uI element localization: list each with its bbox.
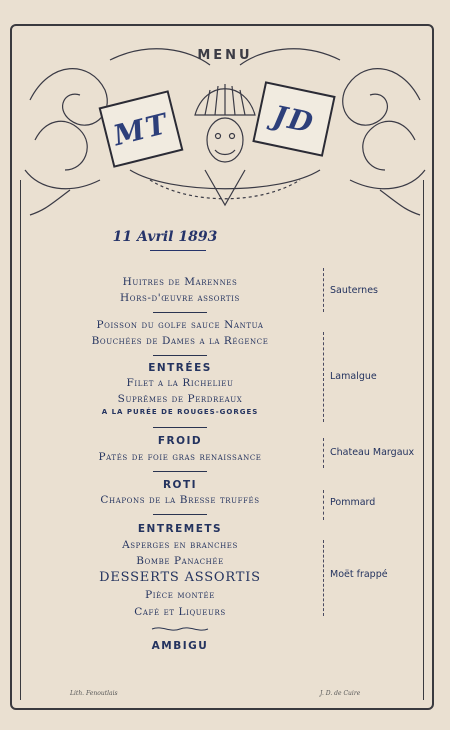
course-line: Bombe Panachée xyxy=(136,555,224,567)
menu-title: MENU xyxy=(197,48,253,63)
wine-bracket xyxy=(323,438,324,468)
course-separator xyxy=(153,427,207,428)
wine-pairing: Chateau Margaux xyxy=(330,447,415,458)
course-line: DESSERTS ASSORTIS xyxy=(99,570,261,585)
course-separator xyxy=(153,312,207,313)
wine-pairing: Lamalgue xyxy=(330,371,377,382)
course-line: Patés de foie gras renaissance xyxy=(98,451,262,463)
flourish-divider xyxy=(150,625,210,633)
course-subline: A LA PURÉE DE ROUGES-GORGES xyxy=(101,408,259,416)
course-heading: AMBIGU xyxy=(151,640,209,652)
course-heading: ENTREMETS xyxy=(137,523,223,535)
wine-bracket xyxy=(323,268,324,312)
course-heading: ENTRÉES xyxy=(148,362,212,374)
artist-signature: J. D. de Cuire xyxy=(320,690,361,697)
course-line: Suprêmes de Perdreaux xyxy=(117,393,243,405)
wine-pairing: Pommard xyxy=(330,497,376,508)
monogram-left: MT xyxy=(99,90,184,168)
course-separator xyxy=(153,514,207,515)
monogram-right: JD xyxy=(252,81,335,157)
course-line: Chapons de la Bresse truffés xyxy=(100,494,260,506)
course-line: Pièce montée xyxy=(145,589,215,601)
wine-bracket xyxy=(323,490,324,520)
course-line: Poisson du golfe sauce Nantua xyxy=(96,319,264,331)
course-separator xyxy=(153,355,207,356)
wine-bracket xyxy=(323,332,324,422)
course-line: Filet a la Richelieu xyxy=(126,377,234,389)
course-separator xyxy=(153,471,207,472)
lithographer-signature: Lith. Fenoutlais xyxy=(70,690,118,697)
menu-date: 11 Avril 1893 xyxy=(112,229,218,245)
wine-pairing: Moët frappé xyxy=(330,569,388,580)
courses-column xyxy=(40,0,320,730)
course-line: Bouchées de Dames a la Régence xyxy=(91,335,269,347)
course-line: Hors-d'œuvre assortis xyxy=(120,292,240,304)
course-heading: ROTI xyxy=(162,479,198,491)
course-heading: FROID xyxy=(157,435,203,447)
course-line: Huitres de Marennes xyxy=(122,276,238,288)
course-line: Café et Liqueurs xyxy=(134,606,226,618)
wine-pairing: Sauternes xyxy=(330,285,378,296)
course-line: Asperges en branches xyxy=(122,539,238,551)
wine-bracket xyxy=(323,540,324,616)
